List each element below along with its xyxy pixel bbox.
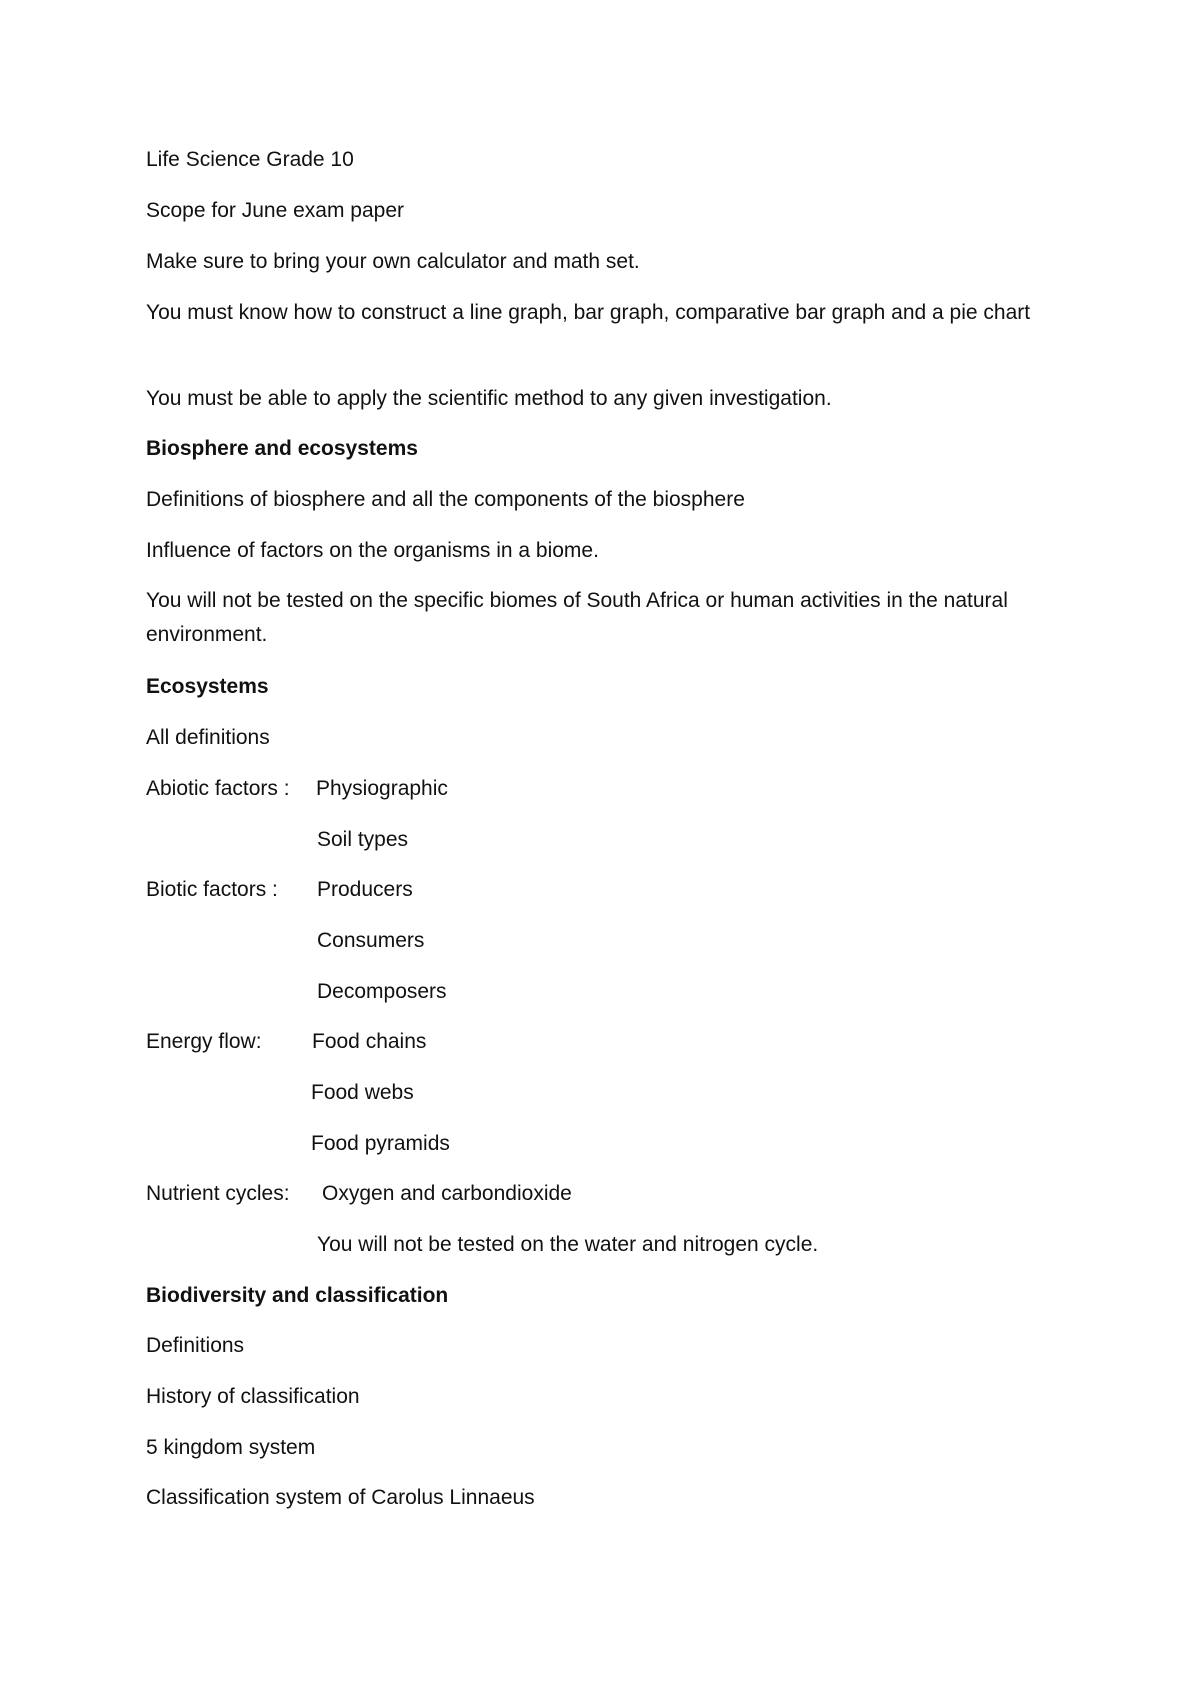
energy-item: Food chains: [312, 1030, 427, 1053]
graphs-note: You must know how to construct a line graph, bar graph, comparative bar graph and a pie chart: [146, 301, 1031, 324]
nutrient-label: Nutrient cycles:: [146, 1182, 290, 1205]
biotic-item: Decomposers: [317, 980, 447, 1003]
biodiversity-item: History of classification: [146, 1385, 360, 1408]
biodiversity-heading: Biodiversity and classification: [146, 1284, 449, 1307]
document-title: Life Science Grade 10: [146, 148, 354, 171]
method-note: You must be able to apply the scientific method to any given investigation.: [146, 387, 832, 410]
biotic-item: Consumers: [317, 929, 425, 952]
biosphere-item: Influence of factors on the organisms in a biome.: [146, 539, 599, 562]
all-definitions: All definitions: [146, 726, 270, 749]
nutrient-item: Oxygen and carbondioxide: [322, 1182, 572, 1205]
energy-label: Energy flow:: [146, 1030, 262, 1053]
biotic-label: Biotic factors :: [146, 878, 278, 901]
biosphere-heading: Biosphere and ecosystems: [146, 437, 418, 460]
biodiversity-item: 5 kingdom system: [146, 1436, 316, 1459]
biotic-item: Producers: [317, 878, 413, 901]
abiotic-item: Physiographic: [316, 777, 448, 800]
nutrient-item: You will not be tested on the water and nitrogen cycle.: [317, 1233, 819, 1256]
document-subtitle: Scope for June exam paper: [146, 199, 404, 222]
abiotic-label: Abiotic factors :: [146, 777, 290, 800]
ecosystems-heading: Ecosystems: [146, 675, 269, 698]
energy-item: Food webs: [311, 1081, 414, 1104]
abiotic-item: Soil types: [317, 828, 409, 851]
biodiversity-item: Definitions: [146, 1334, 245, 1357]
calculator-note: Make sure to bring your own calculator and math set.: [146, 250, 640, 273]
biodiversity-item: Classification system of Carolus Linnaeus: [146, 1486, 535, 1509]
energy-item: Food pyramids: [311, 1132, 450, 1155]
biosphere-item: Definitions of biosphere and all the components of the biosphere: [146, 488, 745, 511]
biosphere-item: You will not be tested on the specific biomes of South Africa or human activities in the natural environment.: [146, 589, 1008, 646]
